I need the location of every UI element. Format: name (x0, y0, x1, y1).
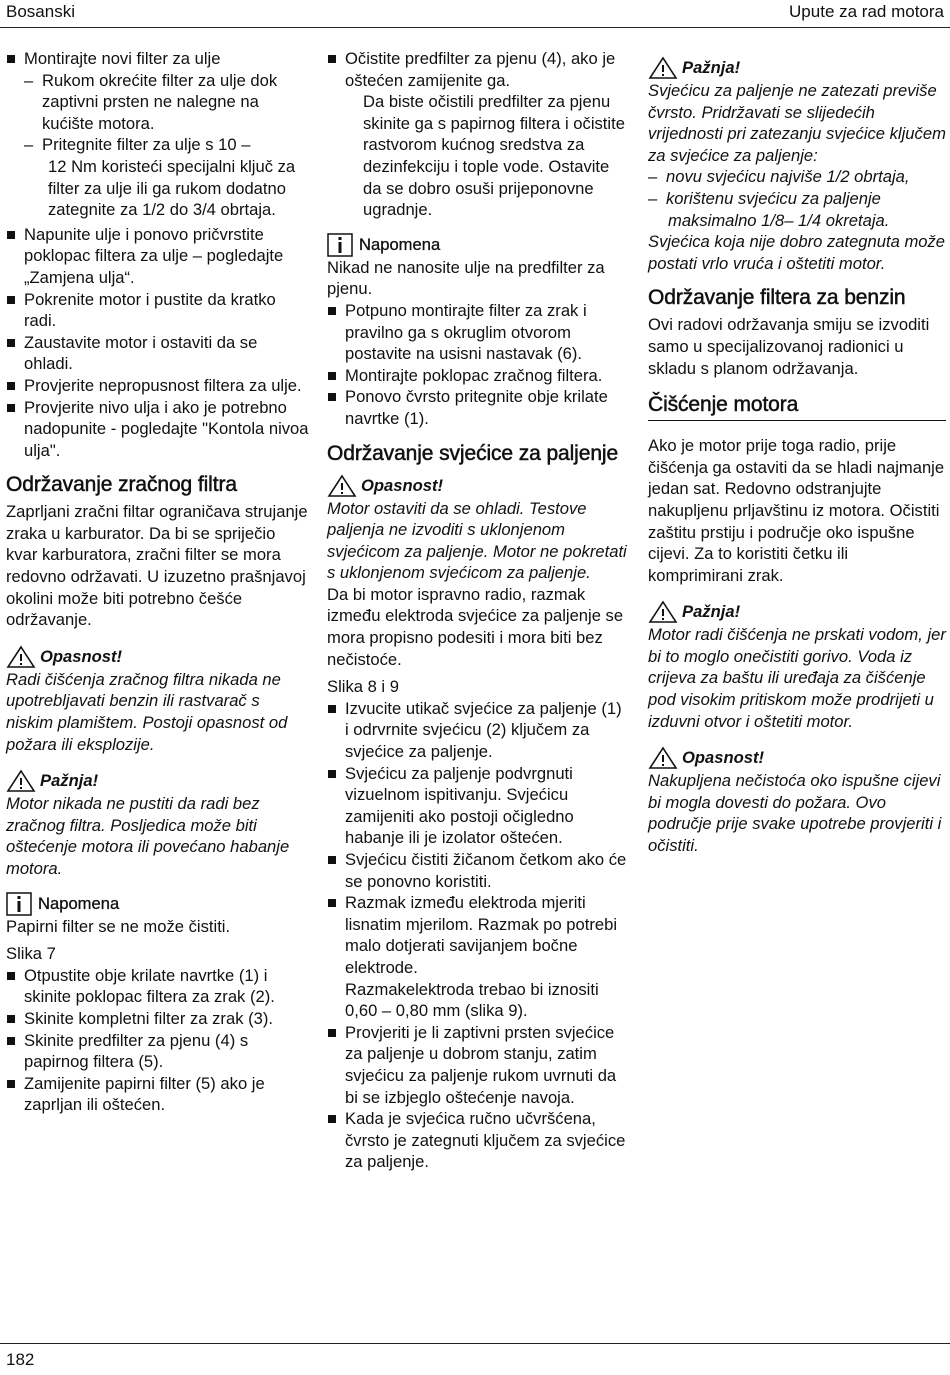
warning-text: Motor nikada ne pustiti da radi bez zračnog filtra. Posljedica može biti oštećenje motora ili povećano habanje motora. (6, 794, 290, 878)
dash-rotate-filter: – Rukom okrećite filter za ulje dok zaptivni prsten ne nalegne na kućište motora. (24, 70, 310, 135)
warning-title: Opasnost! (682, 748, 765, 768)
torque-used-plug-cont: maksimalno 1/8– 1/4 okretaja. (668, 210, 890, 230)
warning-triangle-icon (648, 600, 678, 624)
bullet-mount-air-filter: Potpuno montirajte filter za zrak i pravilno ga s okruglim otvorom postavite na usisni nastavak (6). (327, 300, 627, 365)
step-tighten-plug: Kada je svjećica ručno učvršćena, čvrsto je zategnuti ključem za svjećice za paljenje. (327, 1108, 627, 1173)
torque-used-plug: – korištenu svjećicu za paljenje (648, 188, 946, 210)
warning-text: Svjećicu za paljenje ne zatezati previše čvrsto. Pridržavati se slijedećih vrijednosti pri zatezanju svjećice ključem za svjećice za paljenje: (648, 81, 946, 165)
warning-triangle-icon (648, 56, 678, 80)
dash-tighten-filter: – Pritegnite filter za ulje s 10 – (24, 134, 310, 156)
figure-ref-7: Slika 7 (6, 944, 56, 964)
bullet-check-leak: Provjerite nepropusnost filtera za ulje. (6, 375, 310, 397)
step-clean-plug: Svjećicu čistiti žičanom četkom ako će se ponovno koristiti. (327, 849, 627, 892)
warning-caution-3 (648, 600, 946, 624)
bullet-clean-prefilter: Očistite predfilter za pjenu (4), ako je oštećen zamijenite ga. (327, 48, 627, 91)
bullet-mount-cover: Montirajte poklopac zračnog filtera. (327, 365, 627, 387)
dash-tighten-filter-cont: 12 Nm koristeći specijalni ključ za filter za ulje ili ga rukom dodatno zategnite za 1/2 do 3/4 obrtaja. (48, 156, 296, 220)
figure-ref-8-9: Slika 8 i 9 (327, 677, 399, 697)
heading-engine-cleaning: Čišćenje motora (648, 393, 946, 421)
heading-fuel-filter: Održavanje filtera za benzin (648, 286, 906, 310)
warning-text: Nakupljena nečistoća oko ispušne cijevi bi mogla dovesti do požara. Ovo područje prije svake upotrebe provjeriti i očistiti. (648, 771, 942, 856)
gap-value: Razmakelektroda trebao bi iznositi 0,60 – 0,80 mm (slika 9). (345, 979, 599, 1021)
header-manual-title: Upute za rad motora (789, 2, 944, 21)
warning-danger-2 (327, 474, 627, 498)
step-remove-prefilter: Skinite predfilter za pjenu (4) s papirnog filtera (5). (6, 1030, 310, 1073)
page-header (0, 0, 950, 28)
page-footer (0, 1343, 950, 1369)
note-1 (6, 892, 310, 916)
header-language: Bosanski (6, 2, 75, 21)
note-text: Nikad ne nanosite ulje na predfilter za pjenu. (327, 257, 605, 299)
air-filter-paragraph: Zaprljani zračni filtar ograničava strujanje zraka u karburator. Da bi se spriječio kvar karburatora, zračni filter se mora redovno održavati. U izuzetno prašnjavoj okolini može biti potrebno češće održavanje. (6, 502, 308, 630)
bullet-tighten-nuts: Ponovo čvrsto pritegnite obje krilate navrtke (1). (327, 386, 627, 429)
column-3 (648, 48, 946, 857)
bullet-install-oil-filter: Montirajte novi filter za ulje (6, 48, 310, 70)
warning-text: Motor radi čišćenja ne prskati vodom, jer bi to moglo onečistiti gorivo. Voda iz crijeva za baštu ili uređaja za čišćenje pod visokim pritiskom može prodrijeti u izduvni otvor i oštetiti motor. (648, 625, 946, 731)
warning-text-2: Svjećica koja nije dobro zategnuta može postati vrlo vruća i oštetiti motor. (648, 232, 946, 273)
heading-spark-plug: Održavanje svjećice za paljenje (327, 441, 619, 465)
bullet-stop-engine: Zaustavite motor i ostaviti da se ohladi. (6, 332, 310, 375)
note-text: Papirni filter se ne može čistiti. (6, 916, 231, 936)
note-title: Napomena (38, 893, 120, 913)
step-replace-paper-filter: Zamijenite papirni filter (5) ako je zaprljan ili oštećen. (6, 1073, 310, 1116)
engine-cleaning-paragraph: Ako je motor prije toga radio, prije čišćenja ga ostaviti da se hladi najmanje jedan sat. Redovno odstranjujte nakupljenu prljavštinu iz motora. Očistiti zaštitu prstiju i područje oko ispušne cijevi. Za to koristiti četku ili komprimirani zrak. (648, 436, 945, 585)
spark-plug-paragraph: Da bi motor ispravno radio, razmak između elektroda svjećice za paljenje se mora propisno podesiti i mora biti bez nečistoće. (327, 584, 624, 669)
step-inspect-plug: Svjećicu za paljenje podvrgnuti vizuelnom ispitivanju. Svjećicu zamijeniti ako postoji očigledno habanje ili je izolator oštećen. (327, 763, 627, 849)
page-number: 182 (6, 1350, 35, 1369)
bullet-check-oil-level: Provjerite nivo ulja i ako je potrebno nadopunite - pogledajte "Kontola nivoa ulja". (6, 397, 310, 462)
info-icon (327, 233, 353, 257)
column-1 (6, 48, 310, 1116)
warning-triangle-icon (6, 769, 36, 793)
step-remove-plug: Izvucite utikač svjećice za paljenje (1) i odrvrnite svjećicu (2) ključem za svjećice za paljenje. (327, 698, 627, 763)
warning-text: Radi čišćenja zračnog filtra nikada ne upotrebljavati benzin ili rastvarač s niskim plamištem. Postoji opasnost od požara ili eksplozije. (6, 669, 288, 754)
heading-air-filter: Održavanje zračnog filtra (6, 473, 237, 497)
note-title: Napomena (359, 234, 441, 254)
step-check-seal: Provjeriti je li zaptivni prsten svjećice za paljenje u dobrom stanju, zatim svjećicu za paljenje rukom uvrnuti da bi se izbjeglo oštećenje navoja. (327, 1022, 627, 1108)
warning-title: Opasnost! (361, 475, 444, 495)
torque-new-plug: – novu svjećicu najviše 1/2 obrtaja, (648, 166, 946, 188)
warning-title: Opasnost! (40, 646, 123, 666)
warning-title: Pažnja! (682, 58, 741, 77)
warning-danger-1 (6, 645, 310, 669)
warning-caution-1 (6, 769, 310, 793)
warning-triangle-icon (327, 474, 357, 498)
step-measure-gap: Razmak između elektroda mjeriti lisnatim mjerilom. Razmak po potrebi malo dotjerati savijanjem bočne elektrode. (327, 892, 627, 978)
bullet-fill-oil: Napunite ulje i ponovo pričvrstite poklopac filtera za ulje – pogledajte „Zamjena ulja“. (6, 224, 310, 289)
warning-title: Pažnja! (40, 771, 99, 791)
fuel-filter-paragraph: Ovi radovi održavanja smiju se izvoditi samo u specijalizovanoj radionici u skladu s planom održavanja. (648, 315, 930, 378)
info-icon (6, 892, 32, 916)
column-2 (327, 48, 627, 1173)
warning-triangle-icon (648, 746, 678, 770)
note-2 (327, 233, 627, 257)
warning-danger-3 (648, 746, 946, 770)
step-loosen-nuts: Otpustite obje krilate navrtke (1) i skinite poklopac filtera za zrak (2). (6, 965, 310, 1008)
step-remove-filter: Skinite kompletni filter za zrak (3). (6, 1008, 310, 1030)
warning-triangle-icon (6, 645, 36, 669)
warning-caution-2 (648, 56, 946, 80)
warning-title: Pažnja! (682, 602, 741, 622)
bullet-start-engine: Pokrenite motor i pustite da kratko radi. (6, 289, 310, 332)
prefilter-cleaning-instructions: Da biste očistili predfilter za pjenu skinite ga s papirnog filtera i očistite rastvorom kućnog sredstva za dezinfekciju i tople vode. Ostavite da se dobro osuši prijeponovne ugradnje. (363, 92, 625, 220)
warning-text: Motor ostaviti da se ohladi. Testove paljenja ne izvoditi s uklonjenom svjećicom za paljenje. Motor ne pokretati s uklonjenom svjećicom za paljenje. (327, 498, 627, 583)
